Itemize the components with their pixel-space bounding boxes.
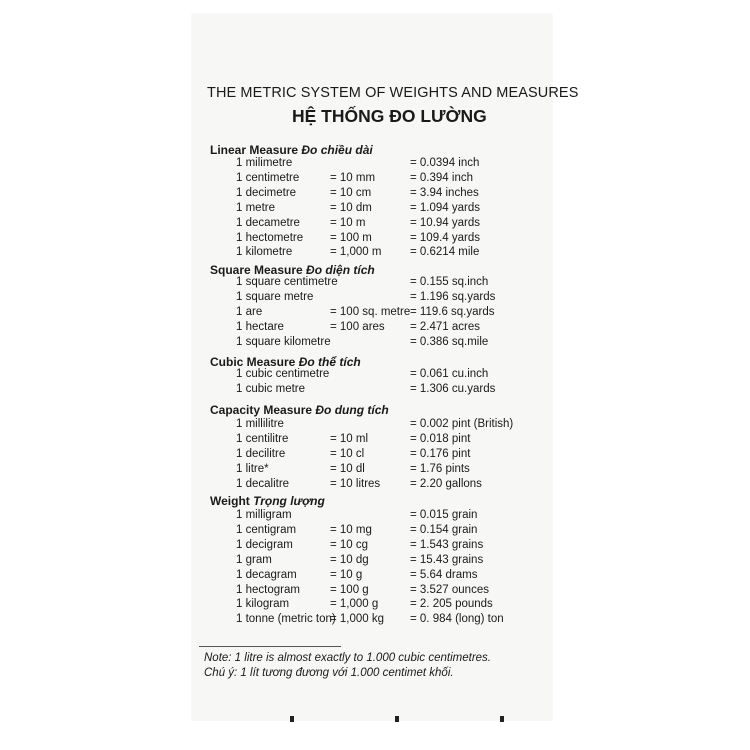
unit-equivalent: = 10 litres (330, 477, 381, 490)
unit-name: 1 kilogram (236, 598, 290, 611)
section-heading (210, 494, 325, 508)
unit-equivalent: = 10 cg (330, 538, 369, 551)
unit-equivalent: = 10 dm (330, 201, 372, 214)
imperial-value: = 1.306 cu.yards (410, 382, 496, 395)
unit-name: 1 decalitre (236, 477, 290, 490)
imperial-value: = 0.386 sq.mile (410, 335, 489, 348)
imperial-value: = 0.176 pint (410, 447, 471, 460)
page-edge-mark (395, 716, 399, 722)
unit-equivalent: = 10 cl (330, 447, 365, 460)
section-name-vietnamese: Trọng lượng (253, 494, 325, 508)
unit-name: 1 kilometre (236, 246, 293, 259)
unit-name: 1 decagram (236, 568, 297, 581)
unit-name: 1 square kilometre (236, 335, 331, 348)
note-vietnamese: Chú ý: 1 lít tương đương với 1.000 centimet khối. (204, 667, 454, 679)
unit-name: 1 gram (236, 553, 272, 566)
unit-name: 1 decigram (236, 538, 293, 551)
imperial-value: = 5.64 drams (410, 568, 478, 581)
unit-equivalent: = 10 mm (330, 171, 376, 184)
imperial-value: = 1.196 sq.yards (410, 290, 496, 303)
unit-equivalent: = 100 m (330, 231, 372, 244)
imperial-value: = 2.20 gallons (410, 477, 482, 490)
unit-name: 1 hectogram (236, 583, 300, 596)
imperial-value: = 0.154 grain (410, 523, 478, 536)
imperial-value: = 0.015 grain (410, 509, 478, 521)
unit-name: 1 litre* (236, 462, 269, 475)
unit-name: 1 centilitre (236, 432, 289, 445)
unit-name: 1 hectometre (236, 231, 304, 244)
unit-name: 1 hectare (236, 320, 284, 333)
unit-equivalent: = 1,000 kg (330, 613, 385, 626)
unit-name: 1 square centimetre (236, 276, 338, 288)
imperial-value: = 0.002 pint (British) (410, 418, 514, 430)
imperial-value: = 0.155 sq.inch (410, 276, 489, 288)
page-edge-mark (500, 716, 504, 722)
section-name-english: Square Measure (210, 263, 307, 277)
section-heading (210, 143, 373, 157)
section-name-vietnamese: Đo diện tích (306, 263, 375, 277)
unit-equivalent: = 1,000 m (330, 246, 382, 259)
imperial-value: = 0.0394 inch (410, 157, 480, 169)
page-edge-mark (290, 716, 294, 722)
imperial-value: = 109.4 yards (410, 231, 481, 244)
section-name-english: Linear Measure (210, 143, 302, 157)
imperial-value: = 0.394 inch (410, 171, 473, 184)
imperial-value: = 0.018 pint (410, 432, 471, 445)
section-name-english: Capacity Measure (210, 403, 316, 417)
imperial-value: = 2.471 acres (410, 320, 481, 333)
imperial-value: = 119.6 sq.yards (410, 305, 495, 318)
section-name-vietnamese: Đo chiều dài (301, 143, 373, 157)
unit-name: 1 square metre (236, 290, 314, 303)
imperial-value: = 2. 205 pounds (410, 598, 493, 611)
section-name-vietnamese: Đo thể tích (298, 355, 361, 369)
unit-equivalent: = 10 dl (330, 462, 365, 475)
unit-name: 1 are (236, 305, 263, 318)
unit-name: 1 centimetre (236, 171, 300, 184)
unit-name: 1 decimetre (236, 186, 297, 199)
title-vietnamese: HỆ THỐNG ĐO LƯỜNG (292, 106, 487, 126)
imperial-value: = 0.061 cu.inch (410, 368, 489, 380)
unit-name: 1 tonne (metric ton) (236, 613, 336, 626)
section-heading (210, 355, 361, 369)
imperial-value: = 0.6214 mile (410, 246, 480, 259)
unit-name: 1 milimetre (236, 157, 293, 169)
unit-equivalent: = 100 g (330, 583, 369, 596)
imperial-value: = 0. 984 (long) ton (410, 613, 504, 626)
imperial-value: = 1.543 grains (410, 538, 484, 551)
unit-equivalent: = 100 ares (330, 320, 385, 333)
imperial-value: = 3.527 ounces (410, 583, 489, 596)
imperial-value: = 1.76 pints (410, 462, 470, 475)
unit-name: 1 milligram (236, 509, 292, 521)
unit-equivalent: = 10 ml (330, 432, 369, 445)
unit-name: 1 centigram (236, 523, 297, 536)
unit-equivalent: = 10 g (330, 568, 363, 581)
unit-name: 1 decametre (236, 216, 300, 229)
unit-equivalent: = 1,000 g (330, 598, 379, 611)
unit-name: 1 millilitre (236, 418, 284, 430)
note-divider (199, 646, 341, 647)
unit-equivalent: = 10 cm (330, 186, 372, 199)
imperial-value: = 10.94 yards (410, 216, 481, 229)
unit-equivalent: = 10 m (330, 216, 366, 229)
unit-equivalent: = 10 dg (330, 553, 369, 566)
unit-name: 1 cubic centimetre (236, 368, 330, 380)
section-heading (210, 403, 389, 417)
title-english: THE METRIC SYSTEM OF WEIGHTS AND MEASURES (207, 85, 579, 101)
imperial-value: = 15.43 grains (410, 553, 484, 566)
imperial-value: = 1.094 yards (410, 201, 481, 214)
section-name-english: Weight (210, 494, 254, 508)
unit-equivalent: = 100 sq. metre (330, 305, 411, 318)
unit-equivalent: = 10 mg (330, 523, 372, 536)
unit-name: 1 cubic metre (236, 382, 306, 395)
section-name-english: Cubic Measure (210, 355, 299, 369)
unit-name: 1 decilitre (236, 447, 286, 460)
section-heading (210, 263, 375, 277)
section-name-vietnamese: Đo dung tích (315, 403, 389, 417)
note-english: Note: 1 litre is almost exactly to 1.000 cubic centimetres. (204, 652, 491, 664)
imperial-value: = 3.94 inches (410, 186, 479, 199)
unit-name: 1 metre (236, 201, 275, 214)
